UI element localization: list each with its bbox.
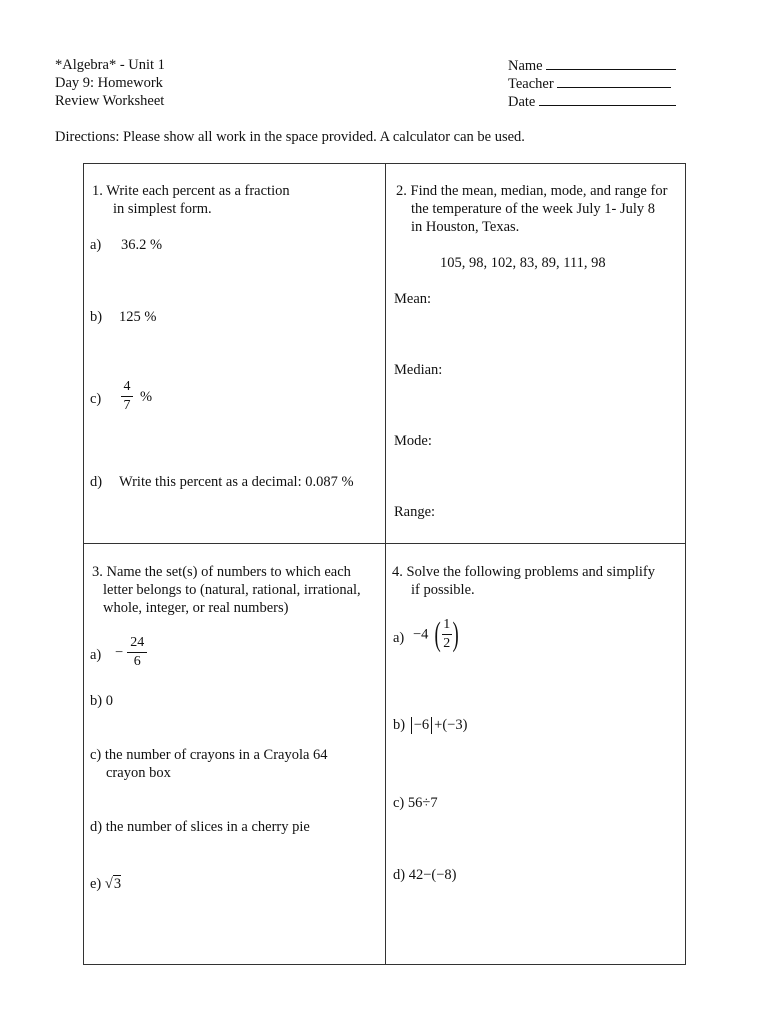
day-title: Day 9: Homework	[55, 75, 163, 91]
q1-c-fraction	[121, 379, 133, 414]
name-field[interactable]	[508, 56, 676, 75]
q4-b-expression	[393, 716, 467, 734]
q4-a-coefficient: −4	[413, 626, 429, 643]
q2-range-label: Range:	[394, 504, 436, 520]
q1-a-value: 36.2 %	[121, 237, 163, 253]
q3-prompt-line2: letter belongs to (natural, rational, irrational,	[103, 582, 361, 598]
q2-prompt-line2: the temperature of the week July 1- July 8	[411, 201, 656, 217]
q1-c-denominator: 7	[123, 398, 131, 413]
q4-a-numerator: 1	[443, 617, 451, 632]
q1-c-label: c)	[90, 391, 102, 407]
q3-c-line1: c) the number of crayons in a Crayola 64	[90, 747, 328, 763]
q3-prompt-line1: 3. Name the set(s) of numbers to which each	[92, 564, 351, 580]
q4-b-label: b)	[393, 717, 406, 733]
q3-e-label: e)	[90, 876, 102, 892]
directions: Directions: Please show all work in the space provided. A calculator can be used.	[55, 129, 525, 145]
q4-b-rest: +(−3)	[434, 717, 468, 733]
q4-a-fraction	[442, 617, 452, 652]
q3-a-expression	[115, 635, 147, 670]
grid-vertical-divider	[385, 163, 386, 965]
abs-bar-right-icon	[431, 717, 432, 734]
left-paren-icon: (	[434, 615, 442, 653]
q2-prompt-line3: in Houston, Texas.	[411, 219, 520, 235]
q1-c-expression	[121, 379, 152, 414]
q3-a-numerator: 24	[130, 635, 145, 650]
q4-a-label: a)	[393, 630, 405, 646]
q3-a-fraction	[127, 635, 147, 670]
course-title: *Algebra* - Unit 1	[55, 57, 165, 73]
q3-a-denominator: 6	[133, 654, 141, 669]
teacher-blank[interactable]	[557, 74, 671, 88]
teacher-field[interactable]	[508, 74, 671, 93]
q4-prompt-line2: if possible.	[411, 582, 475, 598]
q1-b-label: b)	[90, 309, 103, 325]
q1-prompt-line1: 1. Write each percent as a fraction	[92, 183, 290, 199]
q3-d-text: d) the number of slices in a cherry pie	[90, 819, 310, 835]
q2-median-label: Median:	[394, 362, 443, 378]
date-label: Date	[508, 94, 536, 110]
q3-a-label: a)	[90, 647, 102, 663]
q1-b-value: 125 %	[119, 309, 157, 325]
teacher-label: Teacher	[508, 76, 554, 92]
q4-a-denominator: 2	[443, 636, 451, 651]
date-field[interactable]	[508, 92, 676, 111]
q3-e-expression	[90, 875, 121, 893]
q3-b-text: b) 0	[90, 693, 113, 709]
q2-prompt-line1: 2. Find the mean, median, mode, and range for	[396, 183, 668, 199]
q3-a-sign: −	[115, 644, 124, 661]
q4-a-expression	[413, 617, 461, 652]
q4-b-inner: −6	[413, 717, 430, 733]
q3-e-radicand: 3	[113, 876, 122, 892]
square-root-icon: √3	[104, 876, 122, 892]
q3-prompt-line3: whole, integer, or real numbers)	[103, 600, 289, 616]
q2-mean-label: Mean:	[394, 291, 432, 307]
right-paren-icon: )	[452, 615, 459, 653]
q2-data: 105, 98, 102, 83, 89, 111, 98	[440, 255, 606, 271]
q1-prompt-line2: in simplest form.	[113, 201, 212, 217]
q4-c-text: c) 56÷7	[393, 795, 438, 811]
q1-d-text: Write this percent as a decimal: 0.087 %	[119, 474, 354, 490]
q2-mode-label: Mode:	[394, 433, 432, 449]
abs-bar-left-icon	[411, 717, 412, 734]
name-label: Name	[508, 58, 543, 74]
q1-d-label: d)	[90, 474, 103, 490]
q4-prompt-line1: 4. Solve the following problems and simplify	[392, 564, 655, 580]
q3-c-line2: crayon box	[106, 765, 171, 781]
grid-horizontal-divider	[83, 543, 686, 544]
q4-d-text: d) 42−(−8)	[393, 867, 457, 883]
q1-a-label: a)	[90, 237, 102, 253]
name-blank[interactable]	[546, 56, 676, 70]
worksheet-title: Review Worksheet	[55, 93, 165, 109]
q1-c-numerator: 4	[123, 379, 131, 394]
q1-c-percent: %	[140, 388, 153, 405]
date-blank[interactable]	[539, 92, 676, 106]
